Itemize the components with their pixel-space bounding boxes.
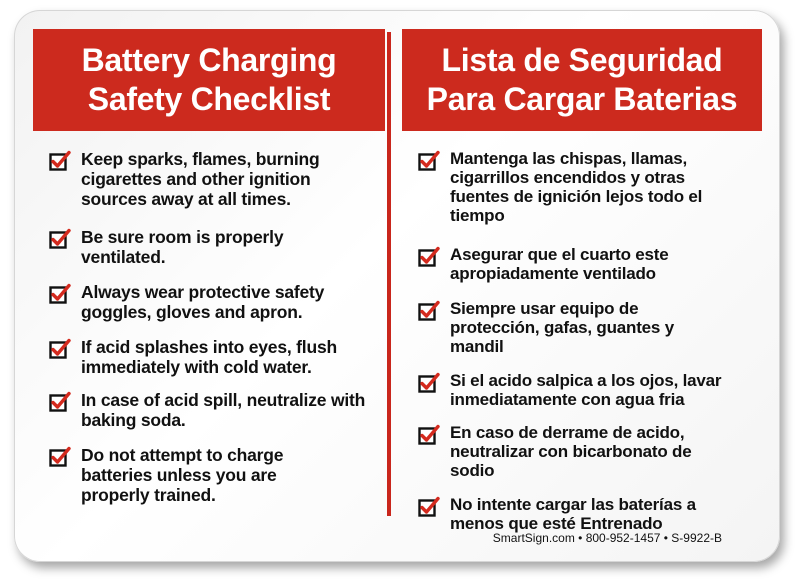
center-divider xyxy=(387,32,391,516)
checklist-item xyxy=(33,390,385,430)
checkbox-checked-icon xyxy=(49,338,71,360)
spanish-title-line1: Lista de Seguridad xyxy=(441,42,723,78)
checkbox-checked-icon xyxy=(49,391,71,413)
checklist-item xyxy=(33,337,385,377)
checklist-item-text: Be sure room is properly ventilated. xyxy=(81,227,284,267)
checkbox-checked-icon xyxy=(418,372,440,394)
checklist-item-text: Asegurar que el cuarto este apropiadamente ventilado xyxy=(450,245,669,283)
checklist-item-text: Always wear protective safety goggles, gloves and apron. xyxy=(81,282,325,322)
checklist-item-text: Siempre usar equipo de protección, gafas, guantes y mandil xyxy=(450,299,674,356)
checklist-item-text: Do not attempt to charge batteries unless you are properly trained. xyxy=(81,445,284,505)
checklist-item-text: En caso de derrame de acido, neutralizar con bicarbonato de sodio xyxy=(450,423,692,480)
checkbox-checked-icon xyxy=(418,300,440,322)
checklist-item-text: In case of acid spill, neutralize with baking soda. xyxy=(81,390,366,430)
checklist-item-text: Mantenga las chispas, llamas, cigarrillos encendidos y otras fuentes de ignición lejos todo el tiempo xyxy=(450,149,703,225)
checkbox-checked-icon xyxy=(418,246,440,268)
checklist-item xyxy=(402,299,762,356)
safety-sign xyxy=(14,10,780,562)
checklist-item xyxy=(33,282,385,322)
checklist-item xyxy=(33,445,385,505)
checklist-item xyxy=(402,371,762,409)
spanish-title-banner xyxy=(402,29,762,131)
footer-contact: SmartSign.com • 800-952-1457 • S-9922-B xyxy=(492,531,722,545)
english-title-line1: Battery Charging xyxy=(81,42,337,78)
checkbox-checked-icon xyxy=(49,446,71,468)
checklist-item xyxy=(402,423,762,480)
checkbox-checked-icon xyxy=(49,283,71,305)
checklist-item xyxy=(33,227,385,267)
checklist-item xyxy=(402,245,762,283)
checklist-item xyxy=(402,149,762,225)
checklist-item-text: Si el acido salpica a los ojos, lavar inmediatamente con agua fria xyxy=(450,371,722,409)
checklist-item-text: Keep sparks, flames, burning cigarettes and other ignition sources away at all times. xyxy=(81,149,320,209)
spanish-title-line2: Para Cargar Baterias xyxy=(426,81,738,117)
english-column xyxy=(33,29,385,505)
checklist-item-text: If acid splashes into eyes, flush immediately with cold water. xyxy=(81,337,337,377)
checklist-item xyxy=(33,149,385,209)
checklist-item-text: No intente cargar las baterías a menos que esté Entrenado xyxy=(450,495,696,533)
checkbox-checked-icon xyxy=(49,228,71,250)
checkbox-checked-icon xyxy=(418,424,440,446)
checklist-item xyxy=(402,495,762,533)
checkbox-checked-icon xyxy=(49,150,71,172)
checkbox-checked-icon xyxy=(418,150,440,172)
english-title-banner xyxy=(33,29,385,131)
checkbox-checked-icon xyxy=(418,496,440,518)
spanish-column xyxy=(402,29,762,533)
english-title-line2: Safety Checklist xyxy=(87,81,331,117)
